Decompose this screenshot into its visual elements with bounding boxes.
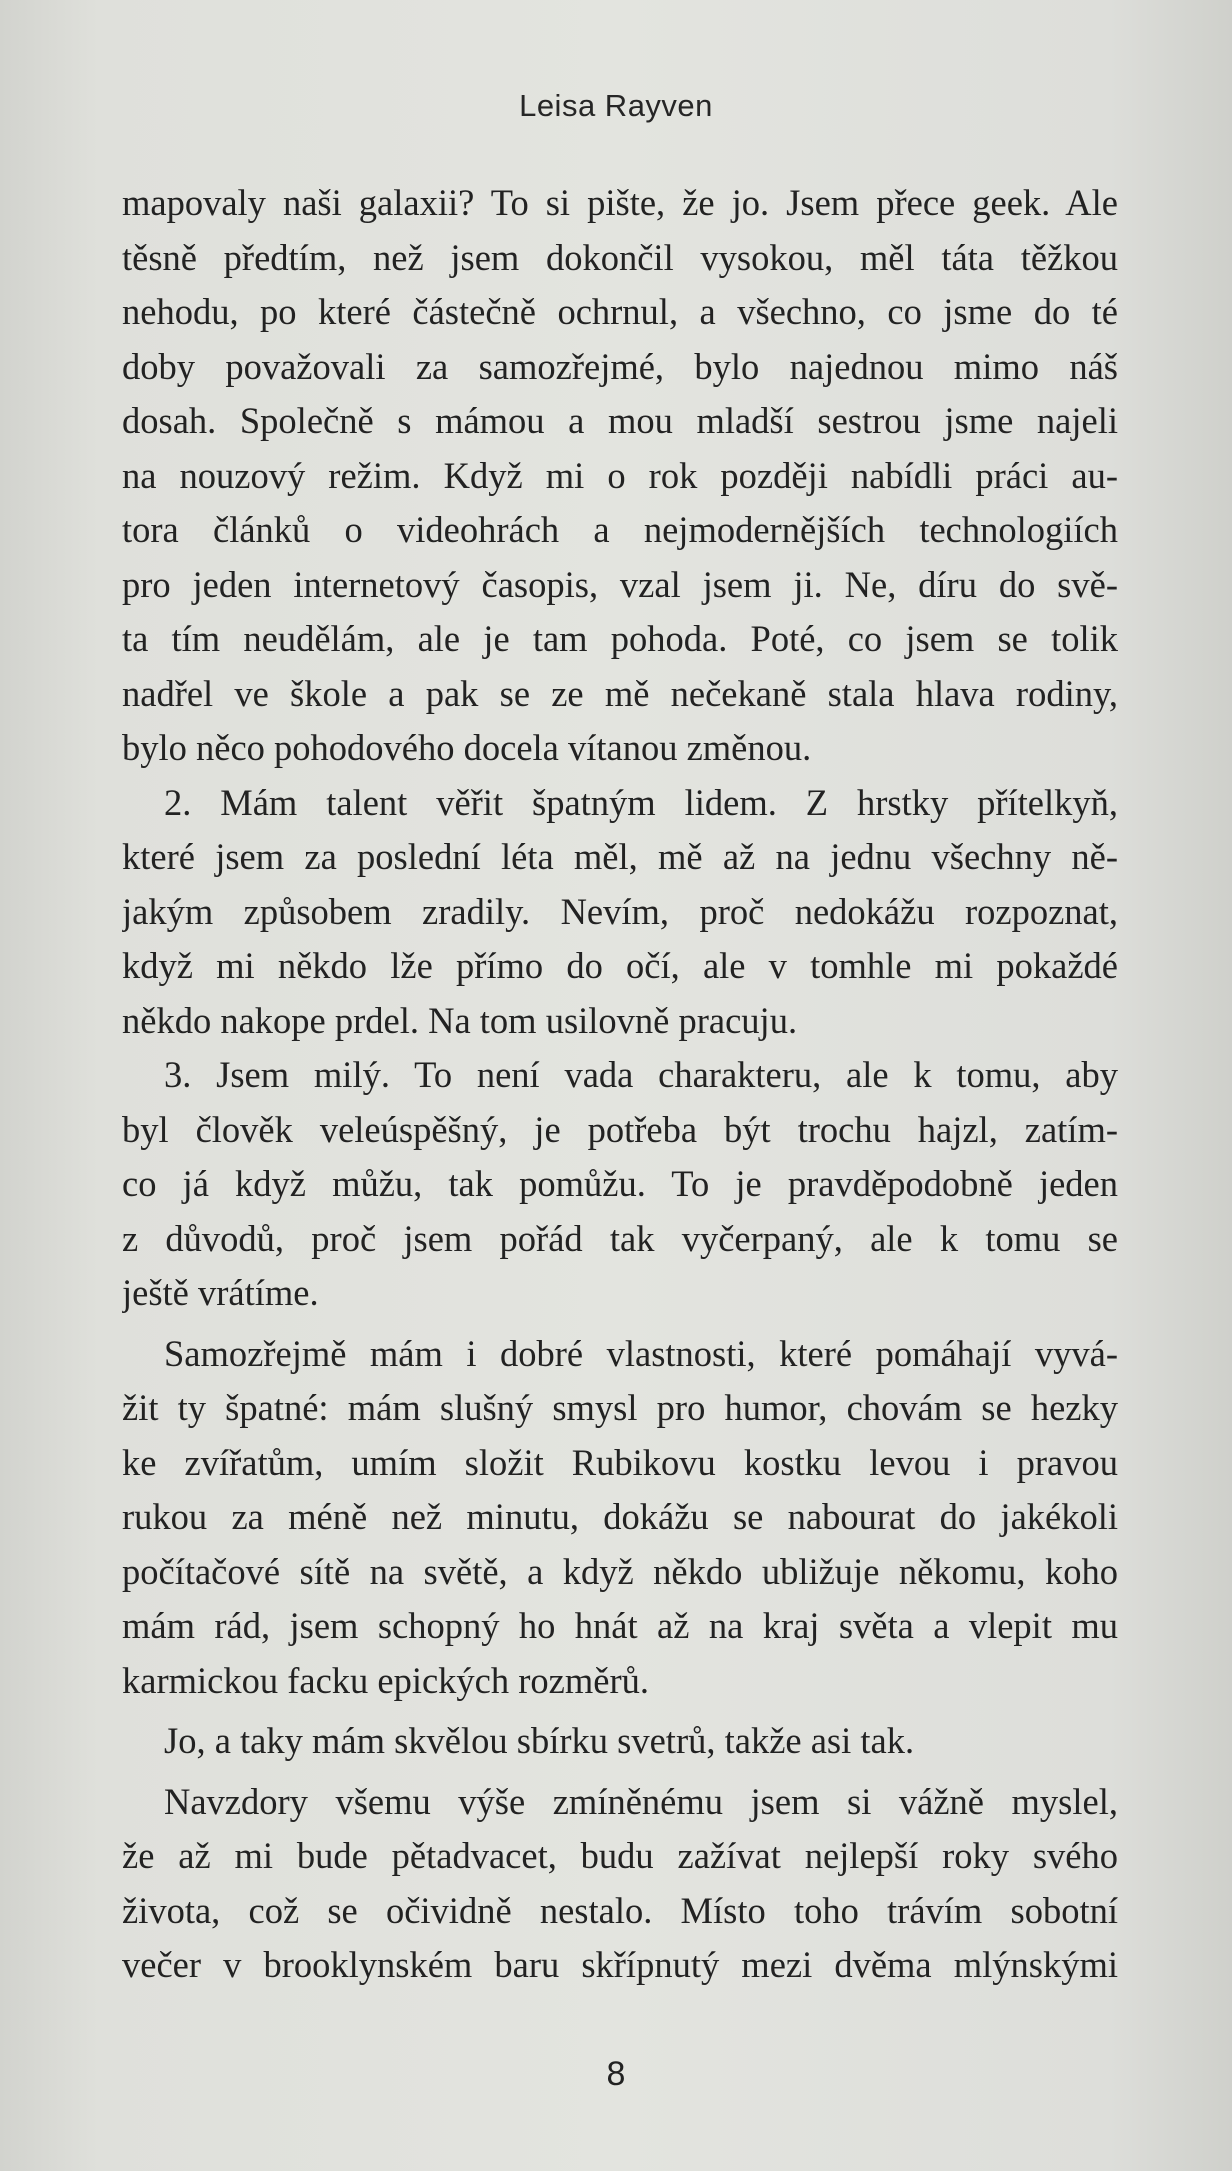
- text-line: když mi někdo lže přímo do očí, ale v tomhle mi pokaždé: [122, 945, 1118, 986]
- text-line: těsně předtím, než jsem dokončil vysokou, měl táta těžkou: [122, 236, 1118, 278]
- text-line: tora článků o videohrách a nejmodernějších technologiích: [122, 509, 1118, 550]
- paragraph-2: [122, 776, 1118, 1049]
- text-line: doby považovali za samozřejmé, bylo najednou mimo náš: [122, 345, 1118, 387]
- paragraph-5: [122, 1714, 1118, 1769]
- text-line: na nouzový režim. Když mi o rok později nabídli práci au-: [122, 454, 1118, 496]
- page-number: 8: [606, 2055, 626, 2093]
- text-line: Jo, a taky mám skvělou sbírku svetrů, takže asi tak.: [164, 1720, 915, 1761]
- paragraph-6: [122, 1775, 1118, 1993]
- text-line: karmickou facku epických rozměrů.: [122, 1659, 649, 1701]
- text-line: žit ty špatné: mám slušný smysl pro humor, chovám se hezky: [122, 1387, 1118, 1428]
- body-text: [122, 176, 1118, 1993]
- text-line: 3. Jsem milý. To není vada charakteru, ale k tomu, aby: [164, 1054, 1118, 1095]
- text-line: někdo nakope prdel. Na tom usilovně pracuju.: [122, 999, 798, 1041]
- paragraph-3: [122, 1048, 1118, 1321]
- text-line: že až mi bude pětadvacet, budu zažívat nejlepší roky svého: [122, 1835, 1118, 1876]
- text-line: byl člověk veleúspěšný, je potřeba být trochu hajzl, zatím-: [122, 1108, 1118, 1150]
- text-line: které jsem za poslední léta měl, mě až na jednu všechny ně-: [122, 836, 1118, 877]
- text-line: Samozřejmě mám i dobré vlastnosti, které pomáhají vyvá-: [164, 1332, 1118, 1374]
- running-head: Leisa Rayven: [519, 88, 713, 123]
- text-line: dosah. Společně s mámou a mou mladší sestrou jsme najeli: [122, 400, 1118, 441]
- text-line: ještě vrátíme.: [122, 1272, 319, 1313]
- text-line: bylo něco pohodového docela vítanou změnou.: [122, 727, 812, 768]
- text-line: ta tím neudělám, ale je tam pohoda. Poté, co jsem se tolik: [122, 618, 1118, 659]
- paragraph-1: [122, 176, 1118, 776]
- text-line: Navzdory všemu výše zmíněnému jsem si vážně myslel,: [164, 1780, 1118, 1822]
- text-line: co já když můžu, tak pomůžu. To je pravděpodobně jeden: [122, 1163, 1118, 1204]
- text-line: rukou za méně než minutu, dokážu se nabourat do jakékoli: [122, 1496, 1118, 1537]
- text-line: nadřel ve škole a pak se ze mě nečekaně stala hlava rodiny,: [122, 672, 1118, 714]
- text-line: nehodu, po které částečně ochrnul, a všechno, co jsme do té: [122, 291, 1118, 332]
- text-line: počítačové sítě na světě, a když někdo ubližuje někomu, koho: [122, 1550, 1118, 1592]
- paragraph-4: [122, 1327, 1118, 1709]
- text-line: pro jeden internetový časopis, vzal jsem ji. Ne, díru do svě-: [122, 563, 1118, 605]
- text-line: mám rád, jsem schopný ho hnát až na kraj světa a vlepit mu: [122, 1605, 1118, 1646]
- text-line: z důvodů, proč jsem pořád tak vyčerpaný, ale k tomu se: [122, 1217, 1118, 1259]
- text-line: ke zvířatům, umím složit Rubikovu kostku levou i pravou: [122, 1441, 1118, 1483]
- text-line: jakým způsobem zradily. Nevím, proč nedokážu rozpoznat,: [122, 890, 1118, 932]
- text-line: života, což se očividně nestalo. Místo toho trávím sobotní: [122, 1889, 1118, 1931]
- text-line: večer v brooklynském baru skřípnutý mezi dvěma mlýnskými: [122, 1944, 1118, 1985]
- text-line: 2. Mám talent věřit špatným lidem. Z hrstky přítelkyň,: [164, 781, 1118, 823]
- text-line: mapovaly naši galaxii? To si pište, že jo. Jsem přece geek. Ale: [122, 182, 1118, 223]
